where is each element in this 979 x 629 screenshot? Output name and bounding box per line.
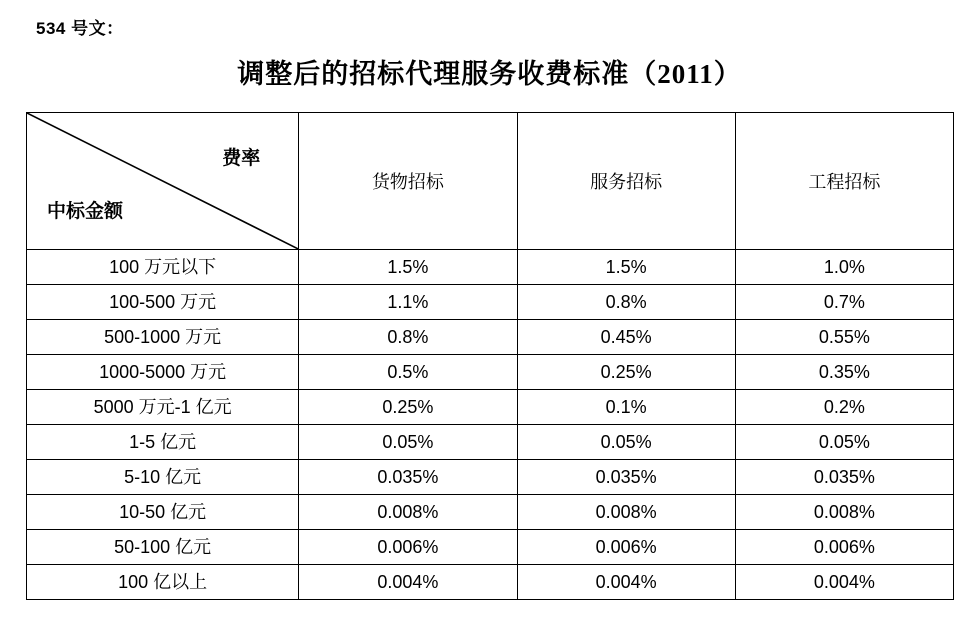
table-row: [27, 320, 954, 355]
table-row: [27, 355, 954, 390]
row-rate-engineering: 0.7%: [735, 285, 953, 320]
column-header-engineering: 工程招标: [735, 113, 953, 250]
corner-amount-label: 中标金额: [47, 201, 124, 222]
table-header-row: [27, 113, 954, 250]
table-row: [27, 530, 954, 565]
row-rate-goods: 0.035%: [299, 460, 517, 495]
row-amount: 100-500 万元: [27, 285, 299, 320]
table-row: [27, 460, 954, 495]
row-rate-engineering: 0.006%: [735, 530, 953, 565]
row-amount: 5000 万元-1 亿元: [27, 390, 299, 425]
table-row: [27, 425, 954, 460]
row-rate-engineering: 0.35%: [735, 355, 953, 390]
row-rate-goods: 0.004%: [299, 565, 517, 600]
document-reference: 534 号文：: [36, 19, 124, 38]
row-rate-engineering: 0.55%: [735, 320, 953, 355]
page-title: 调整后的招标代理服务收费标准（2011）: [237, 59, 742, 89]
row-rate-engineering: 0.035%: [735, 460, 953, 495]
table-row: [27, 250, 954, 285]
row-rate-service: 0.035%: [517, 460, 735, 495]
row-rate-goods: 1.5%: [299, 250, 517, 285]
row-rate-goods: 0.5%: [299, 355, 517, 390]
row-amount: 50-100 亿元: [27, 530, 299, 565]
fee-standard-table: [26, 112, 954, 600]
row-rate-service: 0.8%: [517, 285, 735, 320]
row-rate-service: 0.006%: [517, 530, 735, 565]
row-amount: 100 亿以上: [27, 565, 299, 600]
row-rate-engineering: 1.0%: [735, 250, 953, 285]
diagonal-divider-icon: [27, 113, 298, 249]
row-amount: 100 万元以下: [27, 250, 299, 285]
row-rate-goods: 1.1%: [299, 285, 517, 320]
row-rate-service: 0.25%: [517, 355, 735, 390]
row-rate-goods: 0.05%: [299, 425, 517, 460]
column-header-goods: 货物招标: [299, 113, 517, 250]
row-rate-service: 0.008%: [517, 495, 735, 530]
row-rate-goods: 0.8%: [299, 320, 517, 355]
row-rate-engineering: 0.004%: [735, 565, 953, 600]
corner-rate-label: 费率: [222, 148, 261, 169]
row-rate-goods: 0.008%: [299, 495, 517, 530]
row-rate-goods: 0.006%: [299, 530, 517, 565]
table-row: [27, 390, 954, 425]
row-rate-engineering: 0.2%: [735, 390, 953, 425]
row-rate-goods: 0.25%: [299, 390, 517, 425]
row-rate-service: 0.05%: [517, 425, 735, 460]
row-rate-engineering: 0.05%: [735, 425, 953, 460]
row-rate-service: 1.5%: [517, 250, 735, 285]
column-header-service: 服务招标: [517, 113, 735, 250]
row-rate-service: 0.1%: [517, 390, 735, 425]
table-row: [27, 565, 954, 600]
row-rate-service: 0.45%: [517, 320, 735, 355]
row-amount: 1000-5000 万元: [27, 355, 299, 390]
row-amount: 10-50 亿元: [27, 495, 299, 530]
row-rate-service: 0.004%: [517, 565, 735, 600]
row-amount: 500-1000 万元: [27, 320, 299, 355]
row-amount: 1-5 亿元: [27, 425, 299, 460]
table-row: [27, 285, 954, 320]
row-rate-engineering: 0.008%: [735, 495, 953, 530]
table-corner-cell: [27, 113, 299, 250]
row-amount: 5-10 亿元: [27, 460, 299, 495]
table-row: [27, 495, 954, 530]
